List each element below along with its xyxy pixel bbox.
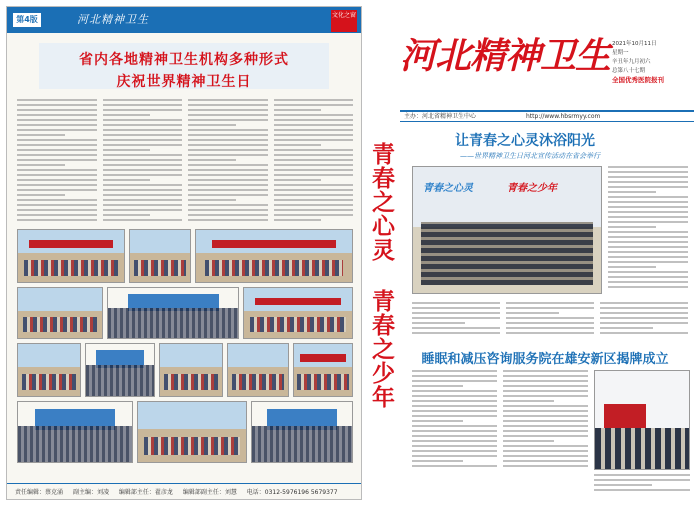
event-photo	[293, 343, 353, 397]
right-article-text	[594, 474, 690, 496]
event-photo	[195, 229, 353, 283]
event-photo	[129, 229, 191, 283]
footer-editor: 责任编辑：蔡克涌	[15, 489, 64, 496]
left-page	[6, 6, 362, 500]
photo-backdrop-title-b: 青春之少年	[507, 183, 557, 194]
award-label: 全国优秀医院报刊	[612, 76, 664, 84]
publisher-bar	[400, 110, 694, 122]
event-photo	[17, 287, 103, 339]
left-page-header	[7, 7, 361, 33]
issue-date: 2021年10月11日	[612, 41, 657, 47]
right-subheadline-1: ——世界精神卫生日河北宣传活动在省会举行	[460, 152, 600, 160]
event-photo	[17, 343, 81, 397]
event-photo	[227, 343, 289, 397]
event-photo	[107, 287, 239, 339]
section-label: 文化之窗	[331, 10, 357, 32]
right-masthead: 河北精神卫生	[400, 35, 611, 77]
footer-dept-manager: 编辑部副主任：刘慧	[182, 489, 237, 496]
text-column	[17, 99, 97, 225]
ceremony-photo	[594, 370, 690, 470]
vertical-slogan: 青春之心灵 青春之少年	[368, 141, 394, 409]
left-headline	[39, 43, 329, 89]
photo-collage	[17, 229, 353, 463]
right-article-text	[412, 302, 688, 342]
left-masthead: 河北精神卫生	[77, 13, 149, 26]
event-photo	[159, 343, 223, 397]
event-photo	[251, 401, 353, 463]
right-article-text	[608, 166, 688, 294]
right-page	[400, 6, 694, 500]
issue-lunar-date: 辛丑年九月初六	[612, 59, 651, 65]
left-article-body	[17, 99, 353, 225]
issue-weekday: 星期一	[612, 50, 629, 56]
text-column	[274, 99, 354, 225]
group-photo	[412, 166, 602, 294]
organizer: 主办：河北省精神卫生中心	[404, 113, 477, 120]
left-headline-line2: 庆祝世界精神卫生日	[116, 74, 252, 90]
event-photo	[17, 229, 125, 283]
left-headline-line1: 省内各地精神卫生机构多种形式	[79, 52, 289, 68]
left-page-footer	[7, 483, 361, 499]
text-column	[188, 99, 268, 225]
right-article-text	[412, 370, 588, 490]
footer-deputy-editor: 副主编：刘凌	[72, 489, 109, 496]
footer-phone: 电话：0312-5976196 5679377	[246, 489, 338, 496]
right-headline-1: 让青春之心灵沐浴阳光	[455, 133, 595, 149]
event-photo	[85, 343, 155, 397]
footer-dept-editor: 编辑部主任：翟彦龙	[118, 489, 173, 496]
right-headline-2: 睡眠和减压咨询服务院在雄安新区揭牌成立	[421, 352, 669, 367]
issue-info	[612, 40, 690, 85]
event-photo	[17, 401, 133, 463]
website-url: http://www.hbsrmyy.com	[526, 113, 601, 120]
page-number: 第4版	[13, 13, 41, 27]
photo-backdrop-title-a: 青春之心灵	[423, 183, 473, 194]
event-photo	[137, 401, 247, 463]
issue-number: 总第八十七期	[612, 68, 646, 74]
event-photo	[243, 287, 353, 339]
text-column	[103, 99, 183, 225]
